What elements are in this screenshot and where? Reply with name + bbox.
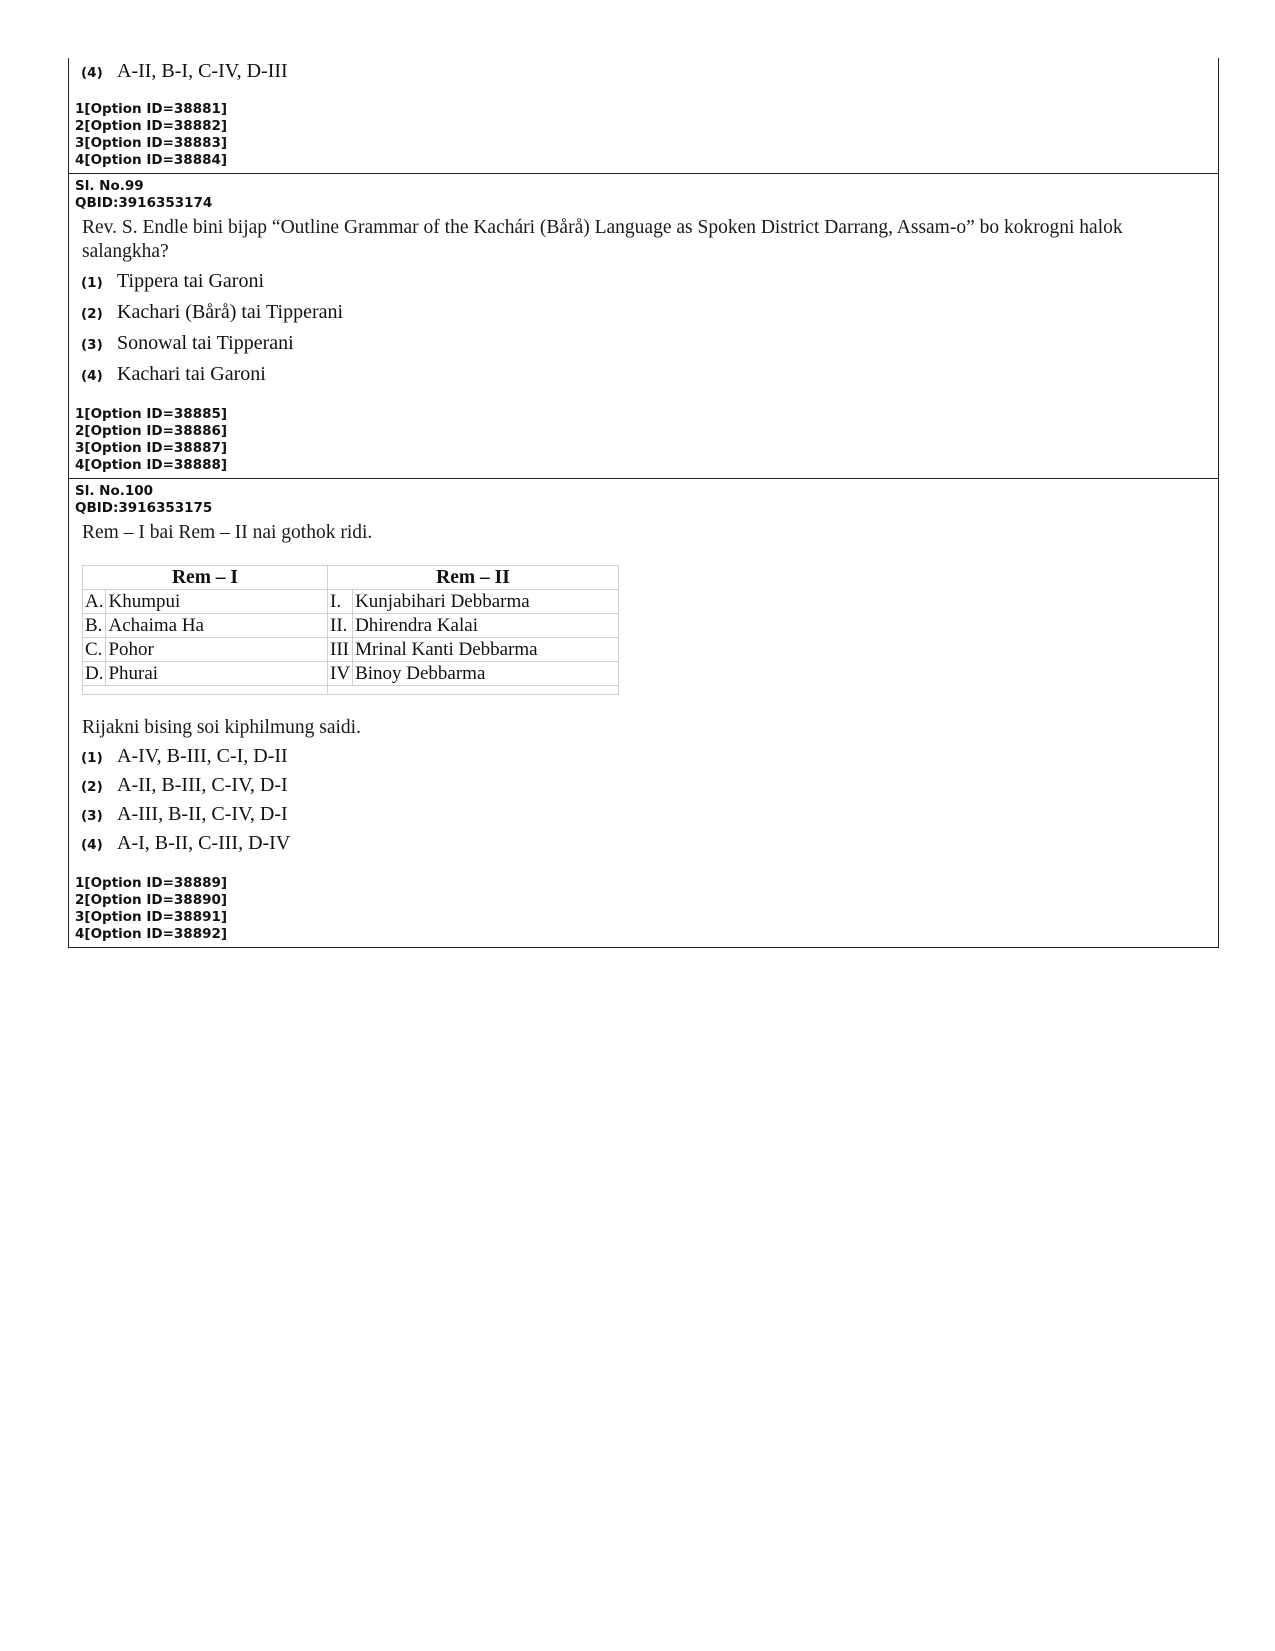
option-id: 2[Option ID=38886] xyxy=(75,423,228,439)
option-number: (2) xyxy=(81,779,103,795)
option-2 xyxy=(69,301,1218,332)
table-row xyxy=(83,662,619,686)
option-id: 4[Option ID=38884] xyxy=(75,152,228,168)
option-id: 2[Option ID=38890] xyxy=(75,892,228,908)
option-text: A-III, B-II, C-IV, D-I xyxy=(117,803,288,825)
column-header-right: Rem – II xyxy=(328,566,619,590)
option-number: (4) xyxy=(81,65,103,81)
option-number: (4) xyxy=(81,837,103,853)
option-text: Kachari (Bårå) tai Tipperani xyxy=(117,301,344,323)
left-key: A. xyxy=(83,590,106,614)
left-key: B. xyxy=(83,614,106,638)
left-value: Phurai xyxy=(106,662,328,686)
option-id: 3[Option ID=38891] xyxy=(75,909,228,925)
question-99-block xyxy=(69,173,1218,478)
question-text: Rem – I bai Rem – II nai gothok ridi. xyxy=(82,522,373,543)
question-100-block xyxy=(69,478,1218,947)
option-3 xyxy=(69,803,1218,832)
right-value: Binoy Debbarma xyxy=(353,662,619,686)
column-header-left: Rem – I xyxy=(83,566,328,590)
match-table-header xyxy=(83,566,619,590)
option-3 xyxy=(69,332,1218,363)
prev-question-block xyxy=(69,58,1218,173)
option-id: 2[Option ID=38882] xyxy=(75,118,228,134)
option-1 xyxy=(69,745,1218,774)
question-text: Rev. S. Endle bini bijap “Outline Grammar of the Kachári (Bårå) Language as Spoken District Darrang, Assam-o” bo kokrogni halok salangkha? xyxy=(82,217,1123,262)
option-id: 3[Option ID=38887] xyxy=(75,440,228,456)
right-value: Mrinal Kanti Debbarma xyxy=(353,638,619,662)
option-id: 4[Option ID=38892] xyxy=(75,926,228,942)
left-value: Khumpui xyxy=(106,590,328,614)
right-key: I. xyxy=(328,590,353,614)
left-key: D. xyxy=(83,662,106,686)
option-id-list xyxy=(69,406,1218,478)
serial-number: Sl. No.100 xyxy=(75,483,154,499)
option-4 xyxy=(69,60,1218,91)
option-2 xyxy=(69,774,1218,803)
right-key: IV xyxy=(328,662,353,686)
option-text: A-II, B-I, C-IV, D-III xyxy=(117,60,288,82)
option-number: (1) xyxy=(81,275,103,291)
table-row xyxy=(83,590,619,614)
option-4 xyxy=(69,832,1218,861)
option-text: A-II, B-III, C-IV, D-I xyxy=(117,774,288,796)
option-id: 1[Option ID=38889] xyxy=(75,875,228,891)
option-number: (3) xyxy=(81,337,103,353)
serial-number: Sl. No.99 xyxy=(75,178,144,194)
option-number: (4) xyxy=(81,368,103,384)
right-key: II. xyxy=(328,614,353,638)
right-key: III xyxy=(328,638,353,662)
option-id: 3[Option ID=38883] xyxy=(75,135,228,151)
option-number: (2) xyxy=(81,306,103,322)
instruction-text: Rijakni bising soi kiphilmung saidi. xyxy=(82,717,361,738)
option-id-list xyxy=(69,875,1218,947)
option-id-list xyxy=(69,101,1218,173)
question-sheet xyxy=(68,58,1219,948)
option-text: A-IV, B-III, C-I, D-II xyxy=(117,745,288,767)
option-id: 1[Option ID=38885] xyxy=(75,406,228,422)
option-number: (3) xyxy=(81,808,103,824)
left-key: C. xyxy=(83,638,106,662)
option-number: (1) xyxy=(81,750,103,766)
table-row-empty xyxy=(83,686,619,695)
match-table xyxy=(82,565,619,695)
table-row xyxy=(83,614,619,638)
option-id: 1[Option ID=38881] xyxy=(75,101,228,117)
option-text: A-I, B-II, C-III, D-IV xyxy=(117,832,291,854)
option-text: Sonowal tai Tipperani xyxy=(117,332,294,354)
option-4 xyxy=(69,363,1218,394)
right-value: Kunjabihari Debbarma xyxy=(353,590,619,614)
left-value: Achaima Ha xyxy=(106,614,328,638)
option-text: Tippera tai Garoni xyxy=(117,270,265,292)
table-row xyxy=(83,638,619,662)
right-value: Dhirendra Kalai xyxy=(353,614,619,638)
option-id: 4[Option ID=38888] xyxy=(75,457,228,473)
question-bank-id: QBID:3916353174 xyxy=(75,195,213,211)
left-value: Pohor xyxy=(106,638,328,662)
question-bank-id: QBID:3916353175 xyxy=(75,500,213,516)
option-1 xyxy=(69,270,1218,301)
option-text: Kachari tai Garoni xyxy=(117,363,266,385)
